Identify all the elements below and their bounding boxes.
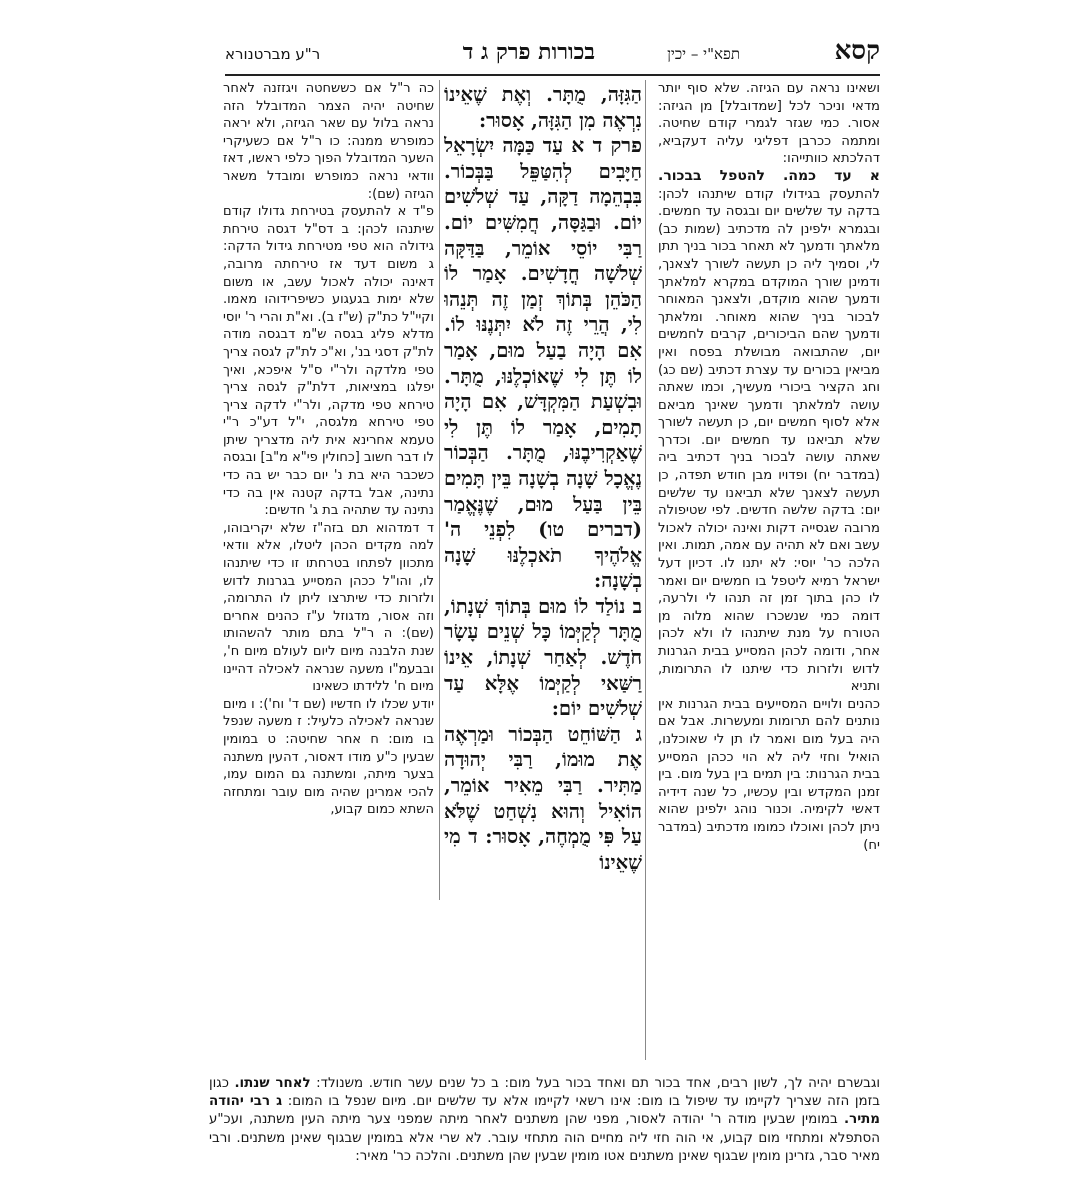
- mishna-intro: הַגִּזָּה, מֻתָּר. וְאֶת שֶׁאֵינוֹ נִרְאֶה מִן הַגִּזָּה, אָסוּר:: [444, 83, 642, 132]
- tosfot-paragraph: פ"ד א להתעסק בטירחת גדולו קודם שיתנהו לכהן: ב דס"ל דגסה טירחת גידולה הוא טפי מטירחת גידול הדקה: ג משום דעד אז טירחתה מרובה, דאינה יכולה לאכול עשב, או משום שלא ימות בגעגוע כשיפרידוהו מאמו. וקיי"ל כת"ק (ש"ז ב). וא"ת והרי ר' יוסי מדלא פליג בגסה ש"מ דבגסה מודה לת"ק דסגי בנ', וא"כ לת"ק לגסה צריך טפי מלדקה ולר"י ס"ל איפכא, ואיך יפלגו במציאות, דלת"ק לגסה צריך טירחא טפי מדקה, ולר"י לדקה צריך טפי טירחא מלגסה, י"ל דע"כ ר"י טעמא אחרינא אית ליה מדצריך שיתן לו דבר חשוב [כחולין פי"א מ"ב] ובגסה כשכבר היא בת נ' יום כבר יש בה כדי נתינה, אבל בדקה קטנה אין בה כדי נתינה עד שתהיה בת ג' חדשים:: [223, 204, 434, 519]
- mishna-body: ג הַשּׁוֹחֵט הַבְּכוֹר וּמַרְאֶה אֶת מוּמוֹ, רַבִּי יְהוּדָה מַתִּיר. רַבִּי מֵאִיר אוֹמֵר, הוֹאִיל וְהוּא נִשְׁחַט שֶׁלֹּא עַל פִּי מֻמְחֶה, אָסוּר:: [444, 722, 642, 849]
- chapter-heading: פרק ד א: [571, 133, 642, 158]
- page-header: [225, 36, 880, 72]
- tosfot-paragraph: יודע שכלו לו חדשיו (שם ד' וח'): ו מיום שנראה לאכילה כלעיל: ז משעה שנפל בו מום: ח אחר שחיטה: ט במומין שבעין כ"ע מודו דאסור, דהעין משתנה בצער מיתה, ומשתנה גם המום עמו, להכי אמרינן שהיה מום עובר ומתחזה השתא כמום קבוע,: [223, 696, 434, 818]
- tosfot-paragraph: ד דמדהוא תם בזה"ז שלא יקריבוהו, למה מקדים הכהן ליטלו, אלא וודאי מתכוון לפתחו בטרחתו זו כדי שיתנהו לו, והו"ל ככהן המסייע בגרנות לדוש ולזרות כדי שיתרצו ליתן לו התרומה, וזה אסור, מדגוזל ע"ז כהנים אחרים (שם): ה ר"ל בתם מותר להשהותו שנת הלבנה מיום ליום לעולם מיום ח', ובבעמ"ו משעה שנראה לאכילה דהיינו מיום ח' ללידתו כשאינו: [223, 520, 434, 695]
- bottom-text: וגבשרם יהיה לך, לשון רבים, אחד בכור תם ואחד בכור בעל מום: ב כל שנים עשר חודש. משנולד:: [316, 1076, 880, 1091]
- header-range: תפא"י – יכין: [667, 45, 740, 63]
- mishna-paragraph: [444, 722, 642, 876]
- mishna-body: עַד כַּמָּה יִשְׂרָאֵל חַיָּבִים לְהִטַּפֵּל בַּבְּכוֹר. בִּבְהֵמָה דַקָּה, עַד שְׁלֹשִׁים יוֹם. וּבַגַּסָּה, חֲמִשִּׁים יוֹם. רַבִּי יוֹסֵי אוֹמֵר, בַּדַּקָּה שְׁלֹשָׁה חֳדָשִׁים. אָמַר לוֹ הַכֹּהֵן בְּתוֹךְ זְמַן זֶה תְּנֵהוּ לִי, הֲרֵי זֶה לֹא יִתְּנֶנּוּ לוֹ. אִם הָיָה בַעַל מוּם, אָמַר לוֹ תֶּן לִי שֶׁאוֹכְלֶנּוּ, מֻתָּר. וּבִשְׁעַת הַמִּקְדָּשׁ, אִם הָיָה תָמִים, אָמַר לוֹ תֶּן לִי שֶׁאַקְרִיבֶנּוּ, מֻתָּר. הַבְּכוֹר נֶאֱכָל שָׁנָה בְשָׁנָה בֵּין תָּמִים בֵּין בַּעַל מוּם, שֶׁנֶּאֱמַר (דברים טו) לִפְנֵי ה' אֱלֹהֶיךָ תֹאכְלֶנּוּ שָׁנָה בְשָׁנָה:: [444, 134, 642, 593]
- tiferet-yisrael-commentary: [223, 80, 434, 1080]
- header-rule: [225, 74, 880, 76]
- bartenura-paragraph: ושאינו נראה עם הגיזה. שלא סוף יותר מדאי וניכר לכל [שמדובלל] מן הגיזה: אסור. כמי שגזר לגמרי קודם שחיטה. ומתמה ככרבן דפליגי עליה דעקביא, דהלכתא כוותייהו:: [658, 81, 880, 167]
- bottom-heading: לאחר שנתו.: [234, 1076, 311, 1091]
- bartenura-text: להתעסק בגידולו קודם שיתנהו לכהן: בדקה עד שלשים יום ובגסה עד חמשים. ובגמרא ילפינן לה מדכתיב (שמות כב) מלאתך ודמעך לא תאחר בכור בניך תתן לי, וסמיך ליה כן תעשה לשורך לצאנך, ודמינן שורך המוקדם במקרא למלאתך ודמעך שהוא מוקדם, ולצאנך המאוחר לבכור בניך שהוא מאוחר. ומלאתך ודמעך שהם הביכורים, קרבים לחמשים יום, שהתבואה מבושלת בפסח ואין מביאין בכורים עד עצרת דכתיב (שם כג) וחג הקציר ביכורי מעשיך, וכמו שאתה עושה למלאתך ודמעך שאינך מביאם אלא לסוף חמשים יום, כן תעשה לשורך שלא תביאנו עד חמשים יום. וכדרך שאתה עושה לבכור בניך דכתיב ביה (במדבר יח) ופדויו מבן חודש תפדה, כן תעשה לצאנך שלא תביאנו עד שלשים יום: בדקה שלשה חדשים. לפי שטיפולה מרובה שגסייה דקות ואינה יכולה לאכול עשב ואם לא תהיה עם אמה, תמות. ואין הלכה כר' יוסי: לא יתנו לו. דכיון דעל ישראל רמיא ליטפל בו חמשים יום ואמר לו כהן בתוך זמן זה תנהו לי ולרעה, דומה כמי שנשכרו שהוא מלוה מן הטורח על מנת שיתנהו לו ולא לכהן אחר, ודומה לכהן המסייע בבית הגרנות לדוש ולזרות כדי שיתנו לו התרומות, ותניא: [658, 186, 880, 695]
- column-divider-left: [439, 80, 440, 900]
- mishna-paragraph: [444, 133, 642, 594]
- tosfot-paragraph: כה ר"ל אם כששחטה ויגזזנה לאחר שחיטה יהיה הצמר המדובלל הזה נראה בלול עם שאר הגיזה, ולא יראה כמופרש ממנה: כו ר"ל אם כשעיקרי השער המדובלל הפוך כלפי ראשו, דאז וודאי נראה כמופרש ומובדל משאר הגיזה (שם):: [223, 81, 434, 202]
- bartenura-commentary: [658, 80, 880, 1080]
- bottom-text: כגון בזמן הזה שצריך לקיימו עד שיפול בו מום: אינו רשאי לקיימו אלא עד שלשים יום. מיום שנפל בו המום:: [209, 1076, 880, 1110]
- bottom-heading: ג רבי יהודה מתיר.: [209, 1094, 880, 1128]
- bartenura-heading: א עד כמה. להטפל בבכור.: [658, 167, 880, 184]
- commentary-name: ר"ע מברטנורא: [225, 45, 321, 63]
- mishna-paragraph: ב נוֹלַד לוֹ מוּם בְּתוֹךְ שְׁנָתוֹ, מֻתָּר לְקַיְּמוֹ כָּל שְׁנֵים עָשָׂר חֹדֶשׁ. לְאַחַר שְׁנָתוֹ, אֵינוֹ רַשַּׁאי לְקַיְּמוֹ אֶלָּא עַד שְׁלֹשִׁים יוֹם:: [444, 594, 642, 721]
- bottom-text: במומין שבעין מודה ר' יהודה לאסור, מפני שהן משתנים לאחר מיתה שמפני צער מיתה העין משתנה, ועכ"ע הסתפלא ומתחזי מום קבוע, אי הוה חזי ליה מחיים הוה מתחזי עובר. לא שרי אלא במומין שבגוף שאינן משתנים. ורבי מאיר סבר, גזרינן מומין שבגוף שאינן משתנים אטו מומין שבעין שהן משתנים. והלכה כר' מאיר:: [209, 1112, 880, 1164]
- mishna-text: [444, 82, 642, 875]
- bartenura-paragraph: [658, 168, 880, 696]
- mishna-body: ד מִי שֶׁאֵינוֹ: [444, 825, 642, 874]
- tractate-title: בכורות פרק ג ד: [462, 39, 595, 65]
- column-divider-right: [645, 80, 646, 1060]
- folio-number: קסא: [834, 36, 880, 66]
- bartenura-paragraph: כהנים ולויים המסייעים בבית הגרנות אין נותנים להם תרומות ומעשרות. אבל אם היה בעל מום ואמר לו תן לי שאוכלנו, הואיל וחזי ליה לא הוי ככהן המסייע בבית הגרנות: בין תמים בין בעל מום. בין זמנן המקדש ובין עכשיו, כל שנה דידיה דאשי לקימיה. וכנור נוהג ילפינן שהוא ניתן לכהן ואוכלו כמומו מדכתיב (במדבר יח): [658, 696, 880, 853]
- bottom-commentary: [209, 1075, 880, 1166]
